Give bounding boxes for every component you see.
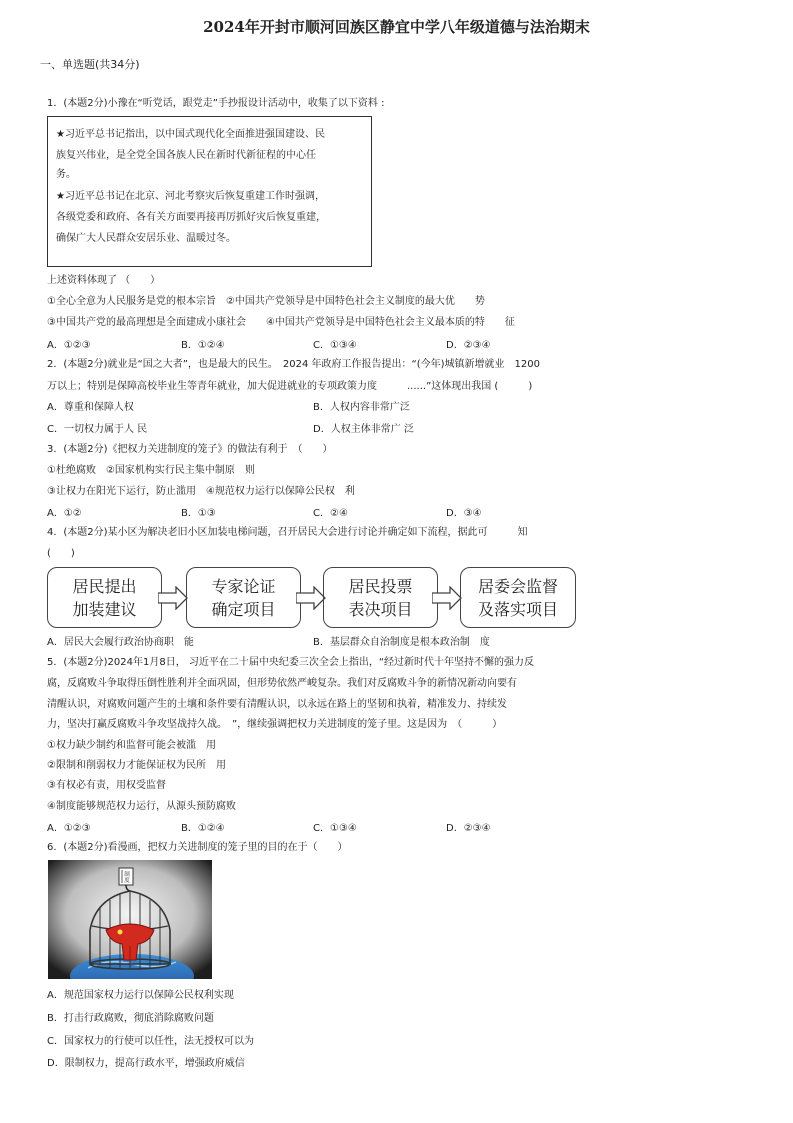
q1-box-line: ★习近平总书记指出，以中国式现代化全面推进强国建设、民 bbox=[56, 129, 325, 140]
q5-stem-line: 5．(本题2分)2024年1月8日， 习近平在二十届中央纪委三次全会上指出，“经过新时代十年坚持不懈的强力反 bbox=[47, 657, 535, 668]
q5-option: ①权力缺少制约和监督可能会被滥 用 bbox=[47, 740, 216, 751]
q6-choice-c: C．国家权力的行使可以任性，法无授权可以为 bbox=[47, 1036, 254, 1047]
q5-option: ③有权必有责，用权受监督 bbox=[47, 780, 166, 791]
flow-step-1-line: 加装建议 bbox=[72, 600, 137, 619]
flow-step-3 bbox=[323, 567, 438, 628]
cartoon-label-char-2: 度 bbox=[124, 878, 130, 884]
q4-choice-a: A．居民大会履行政治协商职 能 bbox=[47, 637, 194, 648]
q2-choice-d: D．人权主体非常广 泛 bbox=[313, 424, 414, 435]
q3-choice-c: C．②④ bbox=[313, 508, 348, 519]
flow-step-4-line: 居委会监督 bbox=[477, 577, 558, 596]
q1-option-line: ③中国共产党的最高理想是全面建成小康社会 ④中国共产党领导是中国特色社会主义最本质的特 征 bbox=[47, 317, 515, 328]
q3-choice-b: B．①③ bbox=[181, 508, 216, 519]
q5-choice-c: C．①③④ bbox=[313, 823, 357, 834]
q2-choice-c: C．一切权力属于人 民 bbox=[47, 424, 148, 435]
q2-stem-line: 万以上；特别是保障高校毕业生等青年就业，加大促进就业的专项政策力度 ......”这体现出我国 ( ) bbox=[47, 381, 533, 392]
q4-stem: 4．(本题2分)某小区为解决老旧小区加装电梯问题，召开居民大会进行讨论并确定如下流程，据此可 知 bbox=[47, 527, 528, 538]
cartoon-label-char-1: 制 bbox=[124, 872, 130, 878]
flow-step-3-line: 表决项目 bbox=[348, 600, 413, 619]
q5-option: ④制度能够规范权力运行，从源头预防腐败 bbox=[47, 801, 236, 812]
q5-stem-line: 清醒认识，对腐败问题产生的土壤和条件要有清醒认识，以永远在路上的坚韧和执着，精准发力、持续发 bbox=[47, 699, 507, 710]
q6-choice-a: A．规范国家权力运行以保障公民权利实现 bbox=[47, 990, 234, 1001]
q3-stem: 3．(本题2分)《把权力关进制度的笼子》的做法有利于 （ ） bbox=[47, 444, 333, 455]
q1-box-line: 族复兴伟业，是全党全国各族人民在新时代新征程的中心任 bbox=[56, 150, 316, 161]
q1-box-line: 确保广大人民群众安居乐业、温暖过冬。 bbox=[56, 233, 236, 244]
flow-step-4-line: 及落实项目 bbox=[477, 600, 558, 619]
flow-step-1-line: 居民提出 bbox=[72, 577, 137, 596]
flow-step-4 bbox=[460, 567, 576, 628]
document-title: 2024年开封市顺河回族区静宜中学八年级道德与法治期末 bbox=[203, 18, 590, 36]
q2-choice-a: A．尊重和保障人权 bbox=[47, 402, 134, 413]
q1-choice-a: A．①②③ bbox=[47, 340, 91, 351]
q4-choice-b: B．基层群众自治制度是根本政治制 度 bbox=[313, 637, 490, 648]
section-heading: 一、单选题(共34分) bbox=[40, 58, 140, 71]
flow-arrow-icon bbox=[158, 586, 188, 610]
q1-choice-b: B．①②④ bbox=[181, 340, 225, 351]
q5-choice-d: D．②③④ bbox=[446, 823, 491, 834]
q5-choice-b: B．①②④ bbox=[181, 823, 225, 834]
q3-choice-d: D．③④ bbox=[446, 508, 482, 519]
q1-option-line: ①全心全意为人民服务是党的根本宗旨 ②中国共产党领导是中国特色社会主义制度的最大优 势 bbox=[47, 296, 485, 307]
flow-arrow-icon bbox=[432, 586, 462, 610]
q6-choice-d: D．限制权力，提高行政水平，增强政府威信 bbox=[47, 1058, 245, 1069]
flow-step-1 bbox=[47, 567, 162, 628]
q5-option: ②限制和削弱权力才能保证权为民所 用 bbox=[47, 760, 226, 771]
flow-step-2-line: 确定项目 bbox=[211, 600, 276, 619]
q1-box-line: 各级党委和政府、各有关方面要再接再厉抓好灾后恢复重建， bbox=[56, 212, 326, 223]
q1-choice-d: D．②③④ bbox=[446, 340, 491, 351]
q3-choice-a: A．①② bbox=[47, 508, 82, 519]
flow-step-2 bbox=[186, 567, 301, 628]
q3-option-line: ③让权力在阳光下运行，防止滥用 ④规范权力运行以保障公民权 利 bbox=[47, 486, 355, 497]
q1-question: 上述资料体现了 （ ） bbox=[47, 275, 161, 286]
flow-step-2-line: 专家论证 bbox=[211, 577, 276, 596]
q6-choice-b: B．打击行政腐败，彻底消除腐败问题 bbox=[47, 1013, 214, 1024]
cartoon-birdcage-image bbox=[48, 860, 212, 979]
flow-step-3-line: 居民投票 bbox=[348, 577, 413, 596]
q2-stem-line: 2．(本题2分)就业是“国之大者”，也是最大的民生。 2024 年政府工作报告提出：“(今年)城镇新增就业 1200 bbox=[47, 359, 540, 370]
q5-stem-line: 腐，反腐败斗争取得压倒性胜利并全面巩固，但形势依然严峻复杂。我们对反腐败斗争的新情况新动向要有 bbox=[47, 678, 517, 689]
q1-stem: 1．(本题2分)小豫在“听党话，跟党走”手抄报设计活动中，收集了以下资料 : bbox=[47, 98, 385, 109]
q5-choice-a: A．①②③ bbox=[47, 823, 91, 834]
q3-option-line: ①杜绝腐败 ②国家机构实行民主集中制原 则 bbox=[47, 465, 255, 476]
q5-stem-line: 力，坚决打赢反腐败斗争攻坚战持久战。 ”，继续强调把权力关进制度的笼子里。这是因为 （ ） bbox=[47, 719, 503, 730]
q6-stem: 6．(本题2分)看漫画，把权力关进制度的笼子里的目的在于（ ） bbox=[47, 842, 348, 853]
flow-arrow-icon bbox=[296, 586, 326, 610]
q1-box-line: 务。 bbox=[56, 169, 76, 180]
q1-box-line: ★习近平总书记在北京、河北考察灾后恢复重建工作时强调， bbox=[56, 191, 325, 202]
q2-choice-b: B．人权内容非常广泛 bbox=[313, 402, 410, 413]
q1-choice-c: C．①③④ bbox=[313, 340, 357, 351]
q4-answer-paren: ( ) bbox=[47, 548, 75, 559]
